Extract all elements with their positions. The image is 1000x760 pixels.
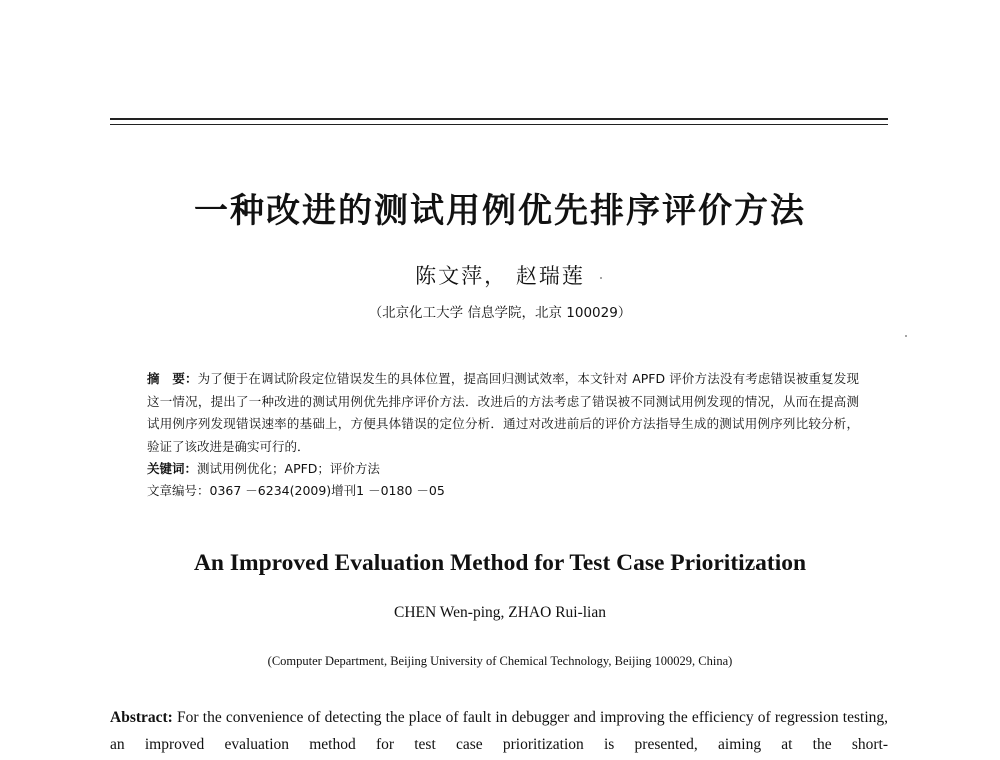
scan-speck [905,335,907,337]
article-number-text: 0367 －6234(2009)增刊1 －0180 －05 [209,483,445,498]
paper-title-en: An Improved Evaluation Method for Test Case Prioritization [193,550,807,576]
scan-speck [600,277,602,279]
keywords-cn-label: 关键词： [147,461,198,476]
abstract-cn [147,368,859,458]
keywords-cn-text: 测试用例优化；APFD；评价方法 [197,461,380,476]
article-number-label: 文章编号： [147,483,210,498]
authors-en: CHEN Wen-ping, ZHAO Rui-lian [394,604,606,621]
abstract-en-label: Abstract: [110,709,173,726]
article-number-cn [147,480,859,503]
abstract-cn-text: 为了便于在调试阶段定位错误发生的具体位置，提高回归测试效率，本文针对 APFD 评价方法没有考虑错误被重复发现这一情况，提出了一种改进的测试用例优先排序评价方法．改进后的方法考虑了错误被不同测试用例发现的情况，从而在提高测试用例序列发现错误速率的基础上，方便具体错误的定位分析．通过对改进前后的评价方法指导生成的测试用例序列比较分析，验证了该改进是确实可行的． [147,371,859,454]
abstract-en [110,704,888,758]
top-rule-thick [110,118,888,120]
affiliation-cn: （北京化工大学 信息学院，北京 100029） [368,305,632,321]
abstract-cn-label: 摘 要： [147,371,198,386]
paper-title-cn: 一种改进的测试用例优先排序评价方法 [194,191,806,231]
affiliation-en: (Computer Department, Beijing University of Chemical Technology, Beijing 100029, China) [267,654,733,668]
authors-cn: 陈文萍， 赵瑞莲 [415,264,585,288]
top-rule-thin [110,124,888,125]
abstract-en-text: For the convenience of detecting the place of fault in debugger and improving the efficiency of regression testing, an improved evaluation method for test case prioritization is presented, aiming at the short- [110,709,889,753]
keywords-cn [147,458,859,481]
